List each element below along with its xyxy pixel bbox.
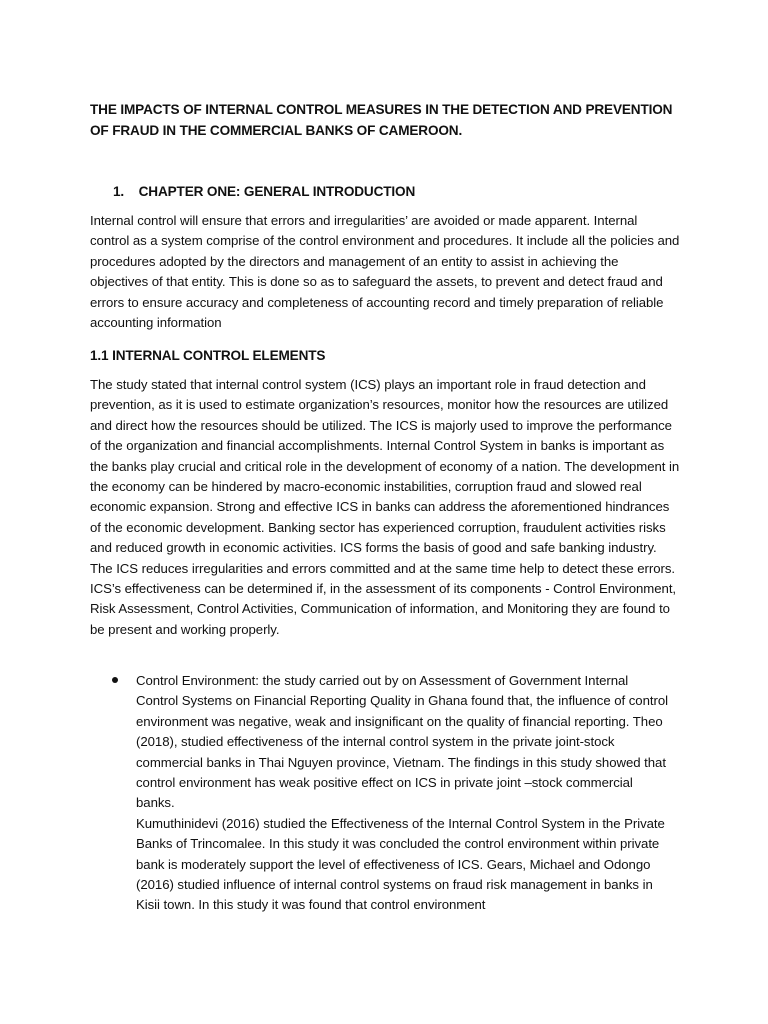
chapter-heading [113, 181, 415, 202]
bullet-icon [112, 677, 118, 683]
document-title: THE IMPACTS OF INTERNAL CONTROL MEASURES IN THE DETECTION AND PREVENTION OF FRAUD IN THE COMMERCIAL BANKS OF CAMEROON. [90, 102, 673, 138]
intro-paragraph: Internal control will ensure that errors and irregularities’ are avoided or made apparent. Internal control as a system comprise of the control environment and procedures. It include all the policies and procedures adopted by the directors and management of an entity to assist in achieving the objectives of that entity. This is done so as to safeguard the assets, to prevent and detect fraud and errors to ensure accuracy and completeness of accounting record and timely preparation of reliable accounting information [90, 213, 680, 331]
chapter-number: 1. [113, 184, 125, 199]
chapter-heading-text: CHAPTER ONE: GENERAL INTRODUCTION [138, 184, 416, 199]
section-paragraph: The study stated that internal control system (ICS) plays an important role in fraud detection and prevention, as it is used to estimate organization’s resources, monitor how the resources are utilized and direct how the resources should be utilized. The ICS is majorly used to improve the performance of the organization and financial accomplishments. Internal Control System in banks is important as the banks play crucial and critical role in the development of economy of a nation. The development in the economy can be hindered by macro-economic instabilities, corruption fraud and slowed real economic expansion. Strong and effective ICS in banks can address the aforementioned hindrances of the economic development. Banking sector has experienced corruption, fraudulent activities risks and reduced growth in economic activities. ICS forms the basis of good and safe banking industry. The ICS reduces irregularities and errors committed and at the same time help to detect these errors. ICS’s effectiveness can be determined if, in the assessment of its components - Control Environment, Risk Assessment, Control Activities, Communication of information, and Monitoring they are found to be present and working properly. [90, 377, 680, 637]
section-heading: 1.1 INTERNAL CONTROL ELEMENTS [90, 348, 326, 363]
bullet-item-text-part2: Kumuthinidevi (2016) studied the Effectiveness of the Internal Control System in the Private Banks of Trincomalee. In this study it was concluded the control environment within private bank is moderately support the level of effectiveness of ICS. Gears, Michael and Odongo (2016) studied influence of internal control systems on fraud risk management in banks in Kisii town. In this study it was found that control environment [136, 815, 665, 913]
bullet-item-text-part1: Control Environment: the study carried out by on Assessment of Government Internal Control Systems on Financial Reporting Quality in Ghana found that, the influence of control environment was negative, weak and insignificant on the quality of financial reporting. Theo (2018), studied effectiveness of the internal control system in the private joint-stock commercial banks in Thai Nguyen province, Vietnam. The findings in this study showed that control environment has weak positive effect on ICS in private joint –stock commercial banks. [136, 673, 668, 811]
list-item [136, 671, 672, 916]
